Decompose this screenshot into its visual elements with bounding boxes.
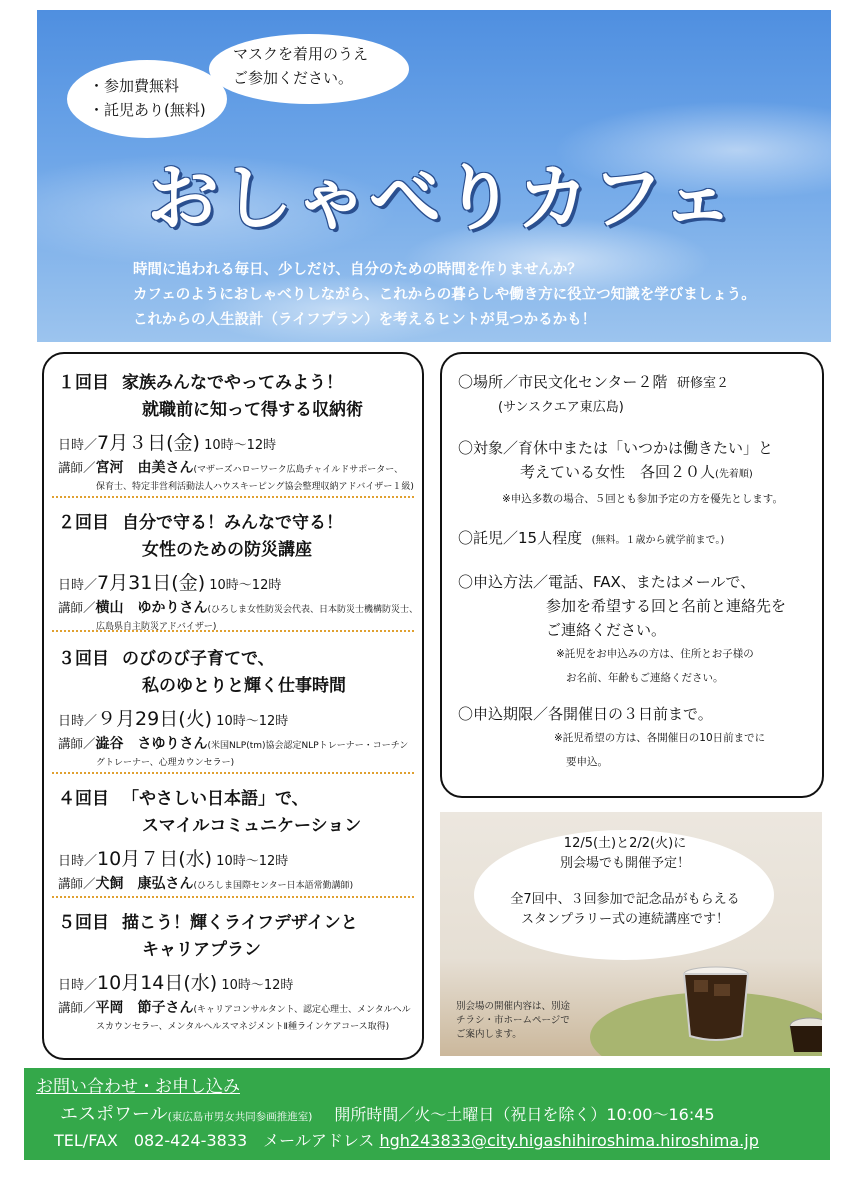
- session-lecturer: [58, 733, 418, 753]
- target-line2: 考えている女性 各回２０人: [520, 463, 716, 481]
- apply-line3: ご連絡ください。: [546, 621, 667, 639]
- mask-notice-line1: マスクを着用のうえ: [233, 45, 369, 63]
- divider: [52, 896, 414, 898]
- place-sub: (サンスクエア東広島): [498, 400, 624, 415]
- place-room: 研修室２: [676, 376, 729, 391]
- lecturer-note-line2: 保育士、特定非営利活動法人ハウスキーピング協会整理収納アドバイザー１級): [96, 482, 414, 492]
- photo-note: [456, 1000, 570, 1042]
- lecturer-name: 宮河 由美さん: [95, 460, 194, 476]
- date-value: ９月29日(火): [97, 708, 213, 730]
- session-title-line1: 自分で守る！みんなで守る！: [122, 513, 343, 533]
- apply-line1: 〇申込方法／電話、FAX、またはメールで、: [458, 573, 756, 591]
- session-2: [58, 510, 418, 632]
- session-title-line2: 私のゆとりと輝く仕事時間: [142, 676, 346, 696]
- info-apply-method: [458, 570, 786, 690]
- date-prefix: 日時／: [58, 978, 98, 993]
- coffee-glass-image: [676, 962, 756, 1042]
- session-lecturer: [58, 997, 418, 1017]
- photo-note-line: ご案内します。: [456, 1029, 522, 1040]
- date-value: 10月14日(水): [97, 972, 218, 994]
- session-title-line1: 「やさしい日本語」で、: [122, 789, 309, 809]
- deadline-note1: ※託児希望の方は、各開催日の10日前までに: [554, 732, 766, 744]
- stamp-rally-line2: スタンプラリー式の連続講座です！: [520, 912, 729, 927]
- childcare-note: (無料。１歳から就学前まで。): [591, 535, 725, 546]
- lecturer-prefix: 講師／: [58, 460, 96, 475]
- target-priority-note: ※申込多数の場合、５回とも参加予定の方を優先とします。: [502, 493, 783, 505]
- session-date: [58, 568, 418, 595]
- deadline-text: 〇申込期限／各開催日の３日前まで。: [458, 705, 713, 723]
- mask-notice-line2: ご参加ください。: [233, 69, 354, 87]
- lecturer-note: (米国NLP(tm)協会認定NLPトレーナー・コーチン: [207, 741, 409, 751]
- place-text: 〇場所／市民文化センター２階: [458, 373, 668, 391]
- stamp-rally-line1: 全7回中、３回参加で記念品がもらえる: [510, 892, 740, 907]
- extra-venue-line1: 12/5(土)と2/2(火)に: [563, 836, 687, 851]
- lecturer-note-line2: グトレーナー、心理カウンセラー): [96, 758, 235, 768]
- date-prefix: 日時／: [58, 578, 98, 593]
- contact-title: お問い合わせ・お申し込み: [36, 1077, 240, 1097]
- session-number: ４回目: [58, 789, 109, 809]
- session-3: [58, 646, 418, 768]
- tel-fax-text: TEL/FAX 082-424-3833 メールアドレス: [54, 1131, 375, 1150]
- info-target: [458, 436, 783, 511]
- target-line1: 〇対象／育休中または「いつかは働きたい」と: [458, 439, 774, 457]
- session-title-line2: キャリアプラン: [142, 940, 261, 960]
- lecturer-name: 横山 ゆかりさん: [95, 600, 208, 616]
- photo-note-line: 別会場の開催内容は、別途: [456, 1001, 571, 1012]
- date-prefix: 日時／: [58, 854, 98, 869]
- childcare-free-text: ・託児あり(無料): [89, 101, 206, 119]
- cup-image: [784, 1012, 822, 1056]
- target-note: (先着順): [715, 469, 753, 480]
- session-title-line2: 就職前に知って得する収納術: [142, 400, 363, 420]
- session-title: [58, 786, 418, 813]
- date-value: 7月３日(金): [97, 432, 200, 454]
- info-childcare: [458, 526, 724, 553]
- session-lecturer: [58, 597, 418, 617]
- date-value: 7月31日(金): [97, 572, 206, 594]
- email-link[interactable]: hgh243833@city.higashihiroshima.hiroshima.jp: [379, 1131, 759, 1150]
- session-lecturer: [58, 457, 418, 477]
- event-info-box: [440, 352, 824, 798]
- photo-note-line: チラシ・市ホームページで: [456, 1015, 570, 1026]
- session-title-line2: スマイルコミュニケーション: [142, 816, 362, 836]
- session-4: [58, 786, 418, 893]
- photo-panel: [440, 812, 822, 1056]
- apply-note1: ※託児をお申込みの方は、住所とお子様の: [556, 648, 754, 660]
- time-value: 10時～12時: [216, 714, 289, 729]
- session-5: [58, 910, 418, 1032]
- session-number: １回目: [58, 373, 109, 393]
- time-value: 10時～12時: [216, 854, 289, 869]
- session-title: [58, 646, 418, 673]
- session-date: [58, 968, 418, 995]
- lecturer-name: 澁谷 さゆりさん: [95, 736, 208, 752]
- contact-line: [54, 1128, 759, 1151]
- session-number: ５回目: [58, 913, 109, 933]
- lecturer-prefix: 講師／: [58, 736, 96, 751]
- intro-line: カフェのようにおしゃべりしながら、これからの暮らしや働き方に役立つ知識を学びましょう。: [133, 287, 756, 303]
- session-title: [58, 910, 418, 937]
- date-prefix: 日時／: [58, 438, 98, 453]
- deadline-note2: 要申込。: [566, 756, 608, 768]
- intro-line: これからの人生設計（ライフプラン）を考えるヒントが見つかるかも！: [133, 312, 597, 328]
- info-place: [458, 370, 729, 420]
- session-date: [58, 428, 418, 455]
- info-deadline: [458, 702, 765, 774]
- apply-line2: 参加を希望する回と名前と連絡先を: [546, 597, 787, 615]
- divider: [52, 496, 414, 498]
- lecturer-name: 平岡 節子さん: [95, 1000, 194, 1016]
- time-value: 10時～12時: [221, 978, 294, 993]
- session-number: ２回目: [58, 513, 109, 533]
- extra-venue-line2: 別会場でも開催予定！: [559, 856, 690, 871]
- divider: [52, 772, 414, 774]
- time-value: 10時～12時: [204, 438, 277, 453]
- lecturer-note-line2: スカウンセラー、メンタルヘルスマネジメントⅡ種ラインケアコース取得): [96, 1022, 390, 1032]
- divider: [52, 630, 414, 632]
- session-1: [58, 370, 418, 492]
- session-number: ３回目: [58, 649, 109, 669]
- intro-line: 時間に追われる毎日、少しだけ、自分のための時間を作りませんか？: [133, 262, 582, 278]
- session-date: [58, 704, 418, 731]
- lecturer-prefix: 講師／: [58, 600, 96, 615]
- fee-free-text: ・参加費無料: [89, 77, 180, 95]
- org-line: [60, 1100, 715, 1126]
- session-lecturer: [58, 873, 418, 893]
- lecturer-note: (キャリアコンサルタント、認定心理士、メンタルヘル: [193, 1005, 411, 1015]
- intro-text: [133, 258, 756, 333]
- lecturer-prefix: 講師／: [58, 1000, 96, 1015]
- lecturer-prefix: 講師／: [58, 876, 96, 891]
- org-note: (東広島市男女共同参画推進室): [167, 1111, 313, 1123]
- time-value: 10時～12時: [209, 578, 282, 593]
- contact-footer: [24, 1068, 830, 1160]
- session-title: [58, 370, 418, 397]
- session-schedule-box: [42, 352, 424, 1060]
- lecturer-note-line2: 広島県自主防災アドバイザー): [96, 622, 217, 632]
- date-value: 10月７日(水): [97, 848, 213, 870]
- lecturer-note: (ひろしま国際センター日本語常勤講師): [193, 881, 354, 891]
- lecturer-note: (マザーズハローワーク広島チャイルドサポーター、: [193, 465, 403, 475]
- session-date: [58, 844, 418, 871]
- lecturer-note: (ひろしま女性防災会代表、日本防災士機構防災士、: [207, 605, 419, 615]
- session-title-line1: 描こう！輝くライフデザインと: [122, 913, 358, 933]
- org-name: エスポワール: [60, 1104, 168, 1125]
- session-title-line2: 女性のための防災講座: [142, 540, 312, 560]
- lecturer-name: 犬飼 康弘さん: [95, 876, 194, 892]
- page-title: おしゃべりカフェ: [147, 156, 736, 240]
- session-title: [58, 510, 418, 537]
- hero-banner: [37, 10, 831, 342]
- opening-hours: 開所時間／火～土曜日（祝日を除く）10:00～16:45: [334, 1105, 715, 1124]
- date-prefix: 日時／: [58, 714, 98, 729]
- session-title-line1: のびのび子育てで、: [122, 649, 275, 669]
- apply-note2: お名前、年齢もご連絡ください。: [566, 672, 724, 684]
- session-title-line1: 家族みんなでやってみよう！: [122, 373, 343, 393]
- childcare-text: 〇託児／15人程度: [458, 529, 583, 547]
